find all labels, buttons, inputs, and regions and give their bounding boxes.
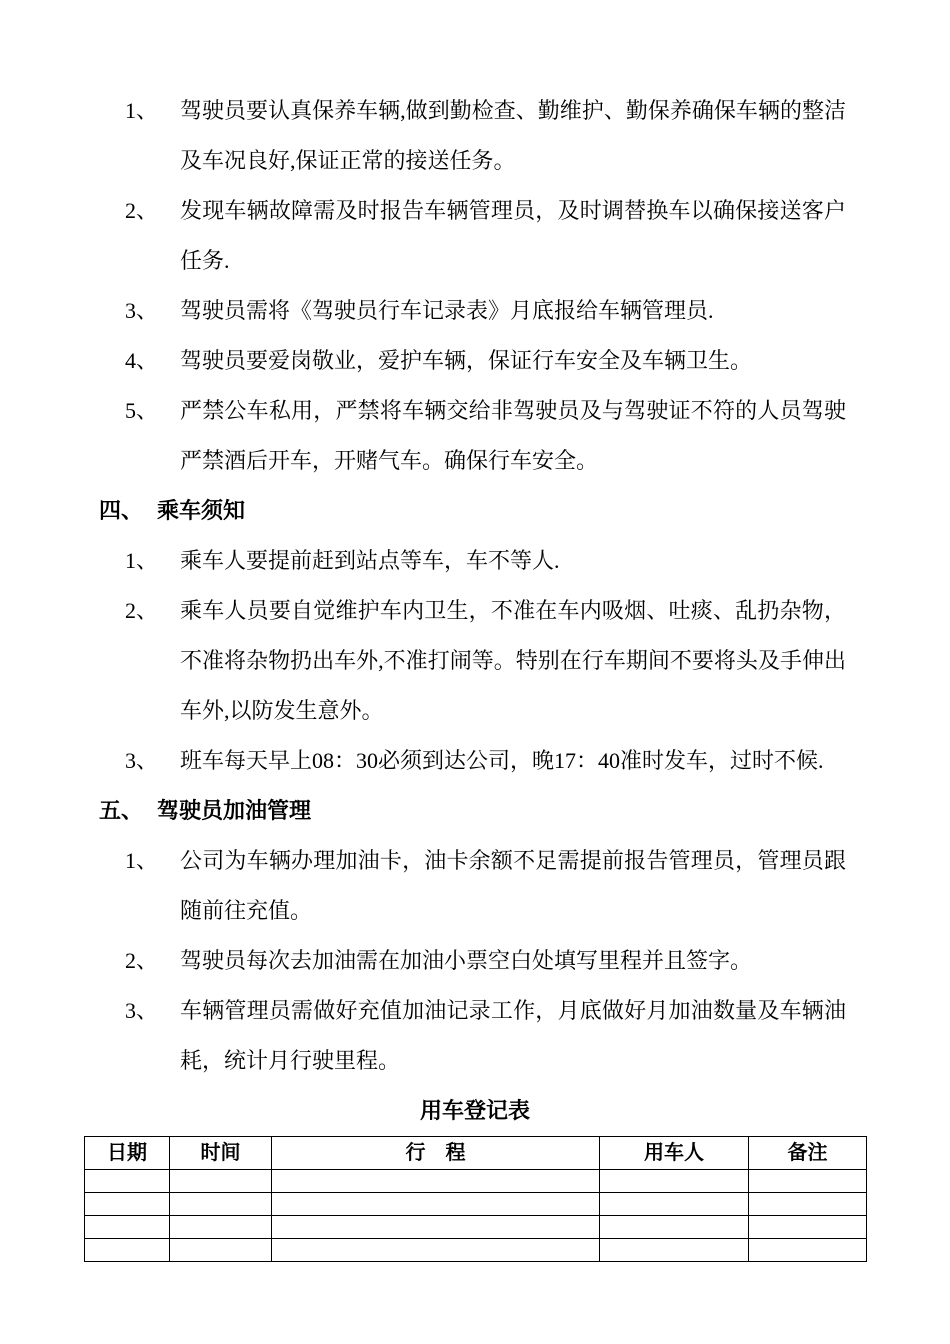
table-row bbox=[85, 1193, 867, 1216]
list-item-text: 驾驶员要爱岗敬业，爱护车辆，保证行车安全及车辆卫生。 bbox=[180, 348, 753, 373]
header-cell-itinerary: 行 程 bbox=[272, 1137, 600, 1170]
table-cell-date bbox=[85, 1193, 170, 1216]
list-item bbox=[84, 736, 866, 786]
list-item-text: 乘车人要提前赶到站点等车，车不等人. bbox=[180, 548, 560, 573]
heading-number: 五、 bbox=[99, 798, 144, 823]
list-item-text: 驾驶员每次去加油需在加油小票空白处填写里程并且签字。 bbox=[180, 948, 753, 973]
heading-number: 四、 bbox=[99, 498, 144, 523]
list-item bbox=[84, 336, 866, 386]
list-item bbox=[84, 386, 866, 486]
list-item bbox=[84, 836, 866, 936]
table-cell-itinerary bbox=[272, 1193, 600, 1216]
table-cell-date bbox=[85, 1239, 170, 1262]
list-item-number: 2、 bbox=[125, 948, 159, 973]
ride-rules-list bbox=[84, 536, 866, 786]
table-cell-time bbox=[170, 1193, 272, 1216]
table-cell-remarks bbox=[749, 1216, 867, 1239]
list-item-number: 1、 bbox=[125, 98, 159, 123]
list-item-number: 2、 bbox=[125, 598, 159, 623]
table-cell-itinerary bbox=[272, 1170, 600, 1193]
list-item-number: 3、 bbox=[125, 748, 159, 773]
vehicle-register-table bbox=[84, 1136, 867, 1262]
list-item-text: 驾驶员要认真保养车辆,做到勤检查、勤维护、勤保养确保车辆的整洁及车况良好,保证正常的接送任务。 bbox=[180, 98, 846, 173]
table-header-row bbox=[85, 1137, 867, 1170]
table-cell-time bbox=[170, 1216, 272, 1239]
list-item-number: 3、 bbox=[125, 298, 159, 323]
list-item-number: 5、 bbox=[125, 398, 159, 423]
table-cell-remarks bbox=[749, 1170, 867, 1193]
table-title: 用车登记表 bbox=[419, 1098, 530, 1123]
header-cell-date: 日期 bbox=[85, 1137, 170, 1170]
list-item bbox=[84, 586, 866, 736]
section-heading-fuel-management bbox=[84, 786, 866, 836]
list-item-text: 严禁公车私用，严禁将车辆交给非驾驶员及与驾驶证不符的人员驾驶严禁酒后开车，开赌气车。确保行车安全。 bbox=[180, 398, 846, 473]
list-item bbox=[84, 286, 866, 336]
section-heading-ride-rules bbox=[84, 486, 866, 536]
list-item-number: 1、 bbox=[125, 548, 159, 573]
list-item-text: 车辆管理员需做好充值加油记录工作，月底做好月加油数量及车辆油耗，统计月行驶里程。 bbox=[180, 998, 846, 1073]
table-cell-user bbox=[600, 1170, 749, 1193]
table-cell-user bbox=[600, 1216, 749, 1239]
table-cell-date bbox=[85, 1170, 170, 1193]
table-row bbox=[85, 1239, 867, 1262]
list-item-number: 3、 bbox=[125, 998, 159, 1023]
list-item-number: 2、 bbox=[125, 198, 159, 223]
table-cell-time bbox=[170, 1239, 272, 1262]
list-item-text: 驾驶员需将《驾驶员行车记录表》月底报给车辆管理员. bbox=[180, 298, 714, 323]
driver-duties-list bbox=[84, 86, 866, 486]
table-row bbox=[85, 1170, 867, 1193]
table-cell-user bbox=[600, 1193, 749, 1216]
header-cell-user: 用车人 bbox=[600, 1137, 749, 1170]
list-item-number: 1、 bbox=[125, 848, 159, 873]
table-cell-remarks bbox=[749, 1239, 867, 1262]
list-item bbox=[84, 86, 866, 186]
list-item bbox=[84, 986, 866, 1086]
list-item-text: 发现车辆故障需及时报告车辆管理员，及时调替换车以确保接送客户任务. bbox=[180, 198, 846, 273]
table-cell-remarks bbox=[749, 1193, 867, 1216]
list-item-text: 班车每天早上08：30必须到达公司，晚17：40准时发车，过时不候. bbox=[180, 748, 824, 773]
table-cell-time bbox=[170, 1170, 272, 1193]
list-item bbox=[84, 536, 866, 586]
header-cell-time: 时间 bbox=[170, 1137, 272, 1170]
table-cell-itinerary bbox=[272, 1239, 600, 1262]
table-row bbox=[85, 1216, 867, 1239]
list-item-number: 4、 bbox=[125, 348, 159, 373]
table-cell-date bbox=[85, 1216, 170, 1239]
list-item bbox=[84, 936, 866, 986]
list-item-text: 乘车人员要自觉维护车内卫生，不准在车内吸烟、吐痰、乱扔杂物，不准将杂物扔出车外,不准打闹等。特别在行车期间不要将头及手伸出车外,以防发生意外。 bbox=[180, 598, 846, 723]
list-item-text: 公司为车辆办理加油卡，油卡余额不足需提前报告管理员，管理员跟随前往充值。 bbox=[180, 848, 846, 923]
heading-title: 乘车须知 bbox=[157, 498, 246, 523]
list-item bbox=[84, 186, 866, 286]
heading-title: 驾驶员加油管理 bbox=[157, 798, 312, 823]
header-cell-remarks: 备注 bbox=[749, 1137, 867, 1170]
table-cell-itinerary bbox=[272, 1216, 600, 1239]
fuel-management-list bbox=[84, 836, 866, 1086]
table-cell-user bbox=[600, 1239, 749, 1262]
